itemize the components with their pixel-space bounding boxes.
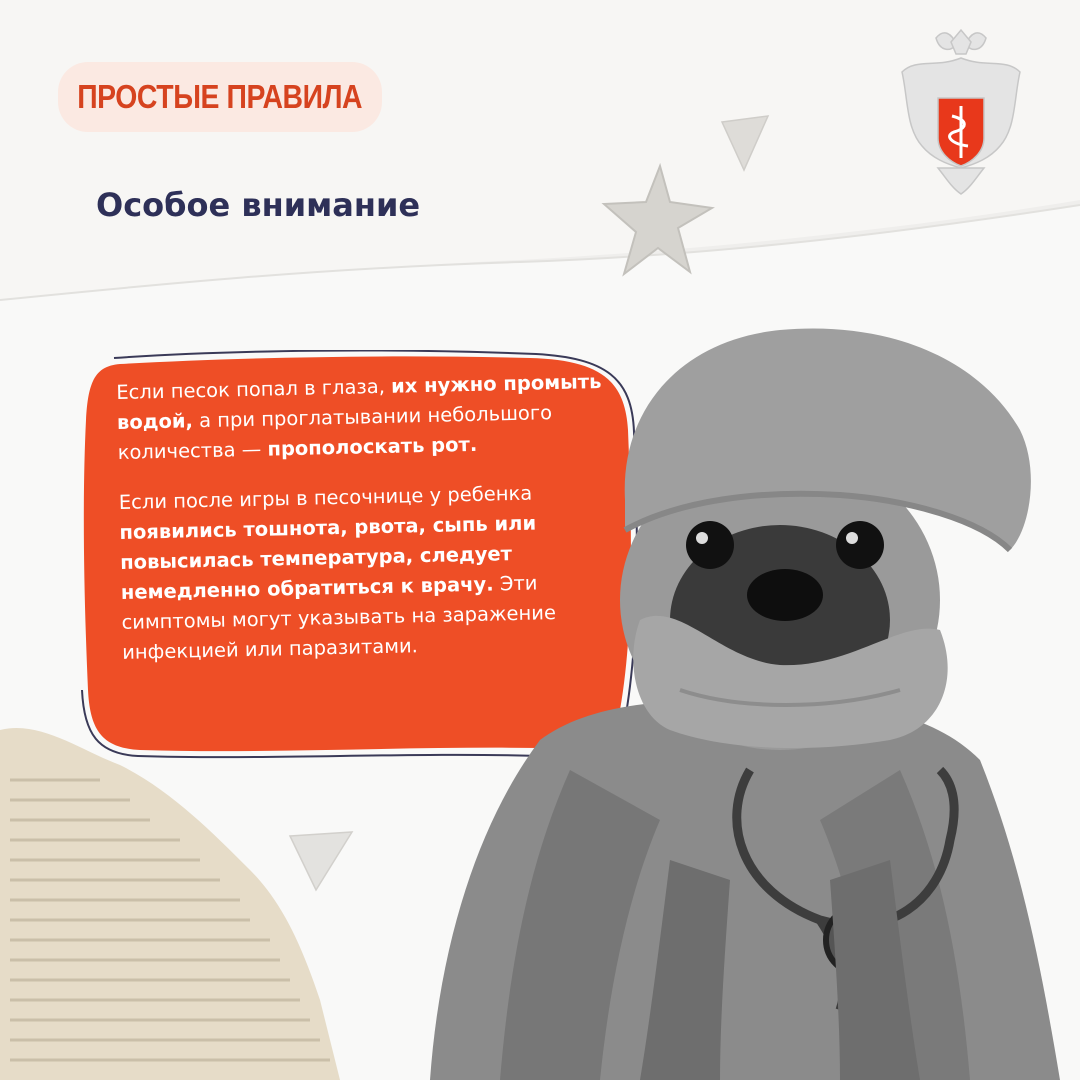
dog-eye-left bbox=[686, 521, 734, 569]
pug-doctor-illustration bbox=[420, 300, 1080, 1080]
paper-triangle-icon bbox=[718, 112, 770, 172]
ministry-of-health-emblem-icon bbox=[896, 28, 1026, 196]
callout-paragraph-1: Если песок попал в глаза, их нужно промыть водой, а при проглатывании небольшого количества — прополоскать рот. bbox=[116, 369, 602, 464]
section-tag-label: ПРОСТЫЕ ПРАВИЛА bbox=[77, 78, 363, 115]
newspaper-scrap bbox=[0, 720, 360, 1080]
callout-paragraph-2: Если после игры в песочнице у ребенка появились тошнота, рвота, сыпь или повысилась температура, следует немедленно обратиться к врачу. Эти симптомы могут указывать на заражение инфекцией или паразитами. bbox=[118, 481, 557, 664]
section-tag bbox=[58, 62, 382, 132]
star-icon bbox=[598, 162, 718, 280]
paper-triangle-icon bbox=[286, 828, 356, 894]
dog-nose bbox=[747, 569, 823, 621]
page-title: Особое внимание bbox=[96, 186, 421, 224]
dog-eye-right bbox=[836, 521, 884, 569]
